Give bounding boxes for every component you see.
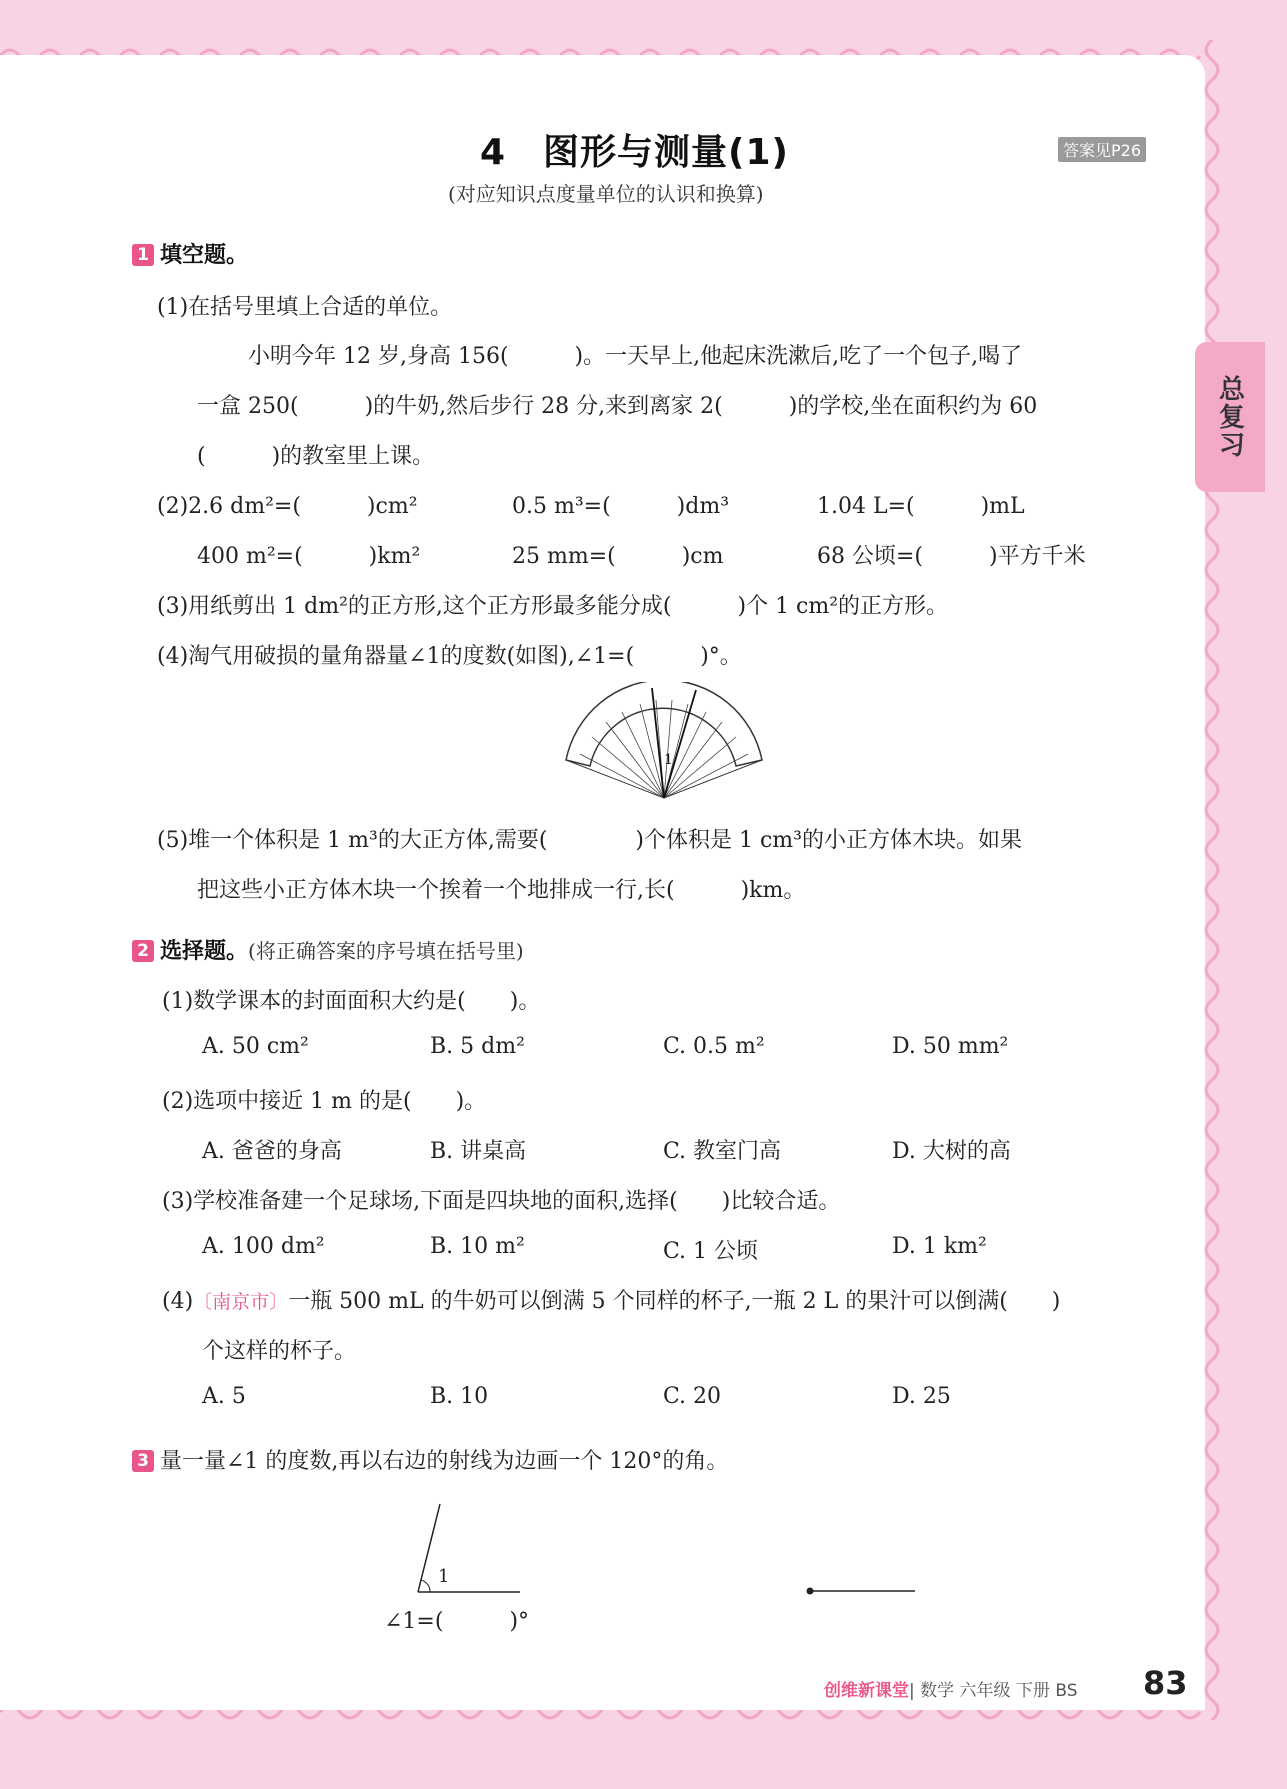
answer-reference-badge: 答案见P26 bbox=[1058, 137, 1146, 162]
section-3-heading bbox=[132, 1444, 728, 1475]
s2-q4-prefix: (4) bbox=[162, 1289, 194, 1314]
broken-protractor-figure bbox=[560, 682, 770, 802]
page-title: 4 图形与测量(1) bbox=[480, 132, 790, 173]
s2-q1-opt-b: B. 5 dm² bbox=[430, 1034, 525, 1059]
section-2-title: 选择题。 bbox=[160, 939, 249, 964]
s2-q1-opt-a: A. 50 cm² bbox=[202, 1034, 309, 1059]
s2-q2: (2)选项中接近 1 m 的是( )。 bbox=[162, 1089, 487, 1114]
s2-q4-text: 一瓶 500 mL 的牛奶可以倒满 5 个同样的杯子,一瓶 2 L 的果汁可以倒满( ) bbox=[288, 1289, 1061, 1314]
section-2-number: 2 bbox=[132, 940, 154, 962]
s1-q2-b: 0.5 m³=( )dm³ bbox=[512, 494, 730, 519]
s2-q1: (1)数学课本的封面面积大约是( )。 bbox=[162, 989, 541, 1014]
section-2-note: (将正确答案的序号填在括号里) bbox=[248, 939, 524, 963]
s2-q4-line2: 个这样的杯子。 bbox=[202, 1339, 357, 1364]
s2-q4-opt-b: B. 10 bbox=[430, 1384, 489, 1409]
page-number: 83 bbox=[1143, 1664, 1188, 1702]
s1-q2-a: (2)2.6 dm²=( )cm² bbox=[157, 494, 418, 519]
s2-q4-opt-d: D. 25 bbox=[892, 1384, 951, 1409]
s1-q4: (4)淘气用破损的量角器量∠1的度数(如图),∠1=( )°。 bbox=[157, 644, 742, 669]
section-1-title: 填空题。 bbox=[160, 243, 249, 268]
angle-1-label: 1 bbox=[438, 1566, 450, 1587]
s1-q1-line2: 一盒 250( )的牛奶,然后步行 28 分,来到离家 2( )的学校,坐在面积约为 60 bbox=[197, 394, 1038, 419]
section-2-heading bbox=[132, 934, 524, 965]
s1-q2-f: 68 公顷=( )平方千米 bbox=[817, 544, 1086, 569]
s2-q2-opt-b: B. 讲桌高 bbox=[430, 1139, 527, 1164]
s2-q4-opt-c: C. 20 bbox=[663, 1384, 722, 1409]
footer-brand: 创维新课堂 bbox=[824, 1681, 909, 1701]
footer-book-info: | 数学 六年级 下册 BS bbox=[909, 1681, 1078, 1701]
s2-q2-opt-a: A. 爸爸的身高 bbox=[202, 1139, 342, 1164]
s2-q3-opt-d: D. 1 km² bbox=[892, 1234, 987, 1259]
section-3-number: 3 bbox=[132, 1450, 154, 1472]
page-subtitle: (对应知识点度量单位的认识和换算) bbox=[448, 182, 764, 206]
s2-q1-opt-c: C. 0.5 m² bbox=[663, 1034, 765, 1059]
s1-q3: (3)用纸剪出 1 dm²的正方形,这个正方形最多能分成( )个 1 cm²的正方形。 bbox=[157, 594, 949, 619]
s2-q1-opt-d: D. 50 mm² bbox=[892, 1034, 1009, 1059]
footer-info bbox=[824, 1676, 1078, 1701]
section-1-number: 1 bbox=[132, 244, 154, 266]
s1-q1-line3: ( )的教室里上课。 bbox=[197, 444, 435, 469]
protractor-angle-label: 1 bbox=[664, 752, 673, 768]
s2-q4-region-tag: 〔南京市〕 bbox=[193, 1291, 289, 1313]
s1-q5-line2: 把这些小正方体木块一个挨着一个地排成一行,长( )km。 bbox=[197, 878, 806, 903]
s1-q1-line1: 小明今年 12 岁,身高 156( )。一天早上,他起床洗漱后,吃了一个包子,喝了 bbox=[248, 344, 1023, 369]
side-tab-review[interactable] bbox=[1195, 342, 1265, 492]
section-3-title: 量一量∠1 的度数,再以右边的射线为边画一个 120°的角。 bbox=[160, 1449, 729, 1474]
s2-q3: (3)学校准备建一个足球场,下面是四块地的面积,选择( )比较合适。 bbox=[162, 1189, 841, 1214]
angle-1-answer: ∠1=( )° bbox=[384, 1609, 530, 1634]
ray-for-drawing[interactable] bbox=[800, 1584, 920, 1598]
s2-q3-opt-c: C. 1 公顷 bbox=[663, 1239, 759, 1264]
s2-q3-opt-b: B. 10 m² bbox=[430, 1234, 525, 1259]
s2-q4-line1 bbox=[162, 1284, 1060, 1315]
side-tab-label: 总复习 bbox=[1214, 375, 1245, 459]
s1-q2-e: 25 mm=( )cm bbox=[512, 544, 724, 569]
s2-q4-opt-a: A. 5 bbox=[202, 1384, 246, 1409]
s1-q2-c: 1.04 L=( )mL bbox=[817, 494, 1025, 519]
s1-q2-d: 400 m²=( )km² bbox=[197, 544, 421, 569]
s1-q1-intro: (1)在括号里填上合适的单位。 bbox=[157, 295, 453, 320]
right-wave-border bbox=[1200, 40, 1224, 1720]
section-1-heading bbox=[132, 238, 248, 269]
s2-q2-opt-d: D. 大树的高 bbox=[892, 1139, 1011, 1164]
s2-q3-opt-a: A. 100 dm² bbox=[202, 1234, 325, 1259]
s1-q5-line1: (5)堆一个体积是 1 m³的大正方体,需要( )个体积是 1 cm³的小正方体木块。如果 bbox=[157, 828, 1022, 853]
s2-q2-opt-c: C. 教室门高 bbox=[663, 1139, 782, 1164]
angle-1-figure bbox=[410, 1500, 530, 1600]
